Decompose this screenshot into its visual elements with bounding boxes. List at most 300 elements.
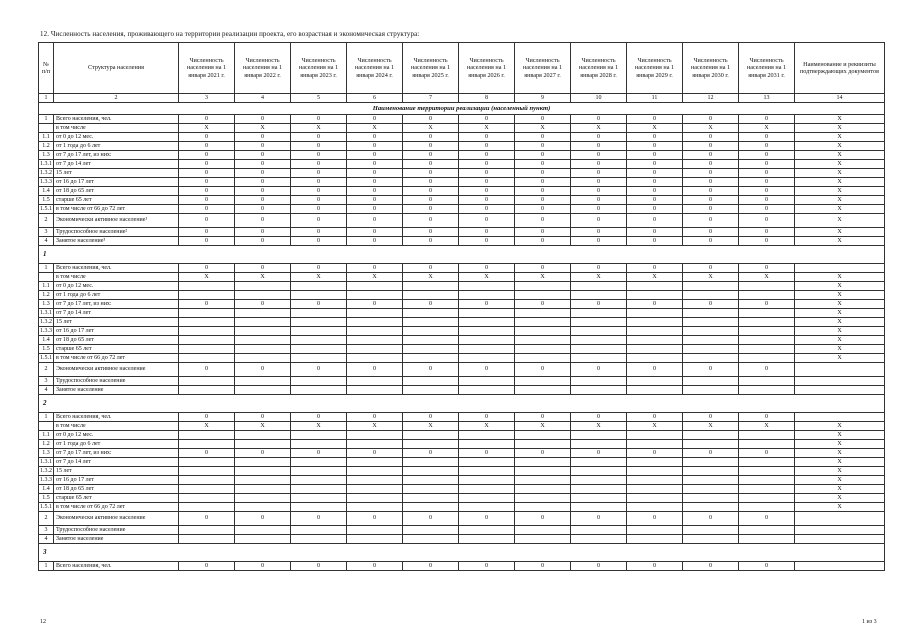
- table-cell: [179, 494, 235, 503]
- table-cell: [739, 377, 795, 386]
- table-cell: X: [291, 422, 347, 431]
- table-cell: 0: [739, 160, 795, 169]
- table-cell: [571, 327, 627, 336]
- row-label: от 18 до 65 лет: [54, 485, 179, 494]
- table-cell: X: [795, 318, 885, 327]
- table-cell: 0: [627, 196, 683, 205]
- column-index: 1: [39, 94, 54, 103]
- population-table: [38, 42, 885, 571]
- table-cell: [291, 485, 347, 494]
- column-header: Численность населения на 1 января 2029 г.: [627, 43, 683, 94]
- column-index: 10: [571, 94, 627, 103]
- table-cell: [347, 345, 403, 354]
- table-cell: [291, 476, 347, 485]
- table-row: [39, 196, 885, 205]
- table-cell: 0: [347, 512, 403, 526]
- table-cell: [515, 336, 571, 345]
- column-index: 13: [739, 94, 795, 103]
- table-cell: [515, 282, 571, 291]
- table-row: [39, 345, 885, 354]
- table-cell: 0: [739, 214, 795, 228]
- table-row: [39, 318, 885, 327]
- table-cell: X: [795, 449, 885, 458]
- table-cell: 0: [291, 300, 347, 309]
- table-cell: X: [179, 124, 235, 133]
- row-number: 3: [39, 526, 54, 535]
- table-cell: X: [795, 422, 885, 431]
- table-cell: [627, 494, 683, 503]
- table-cell: 0: [347, 133, 403, 142]
- table-cell: [627, 327, 683, 336]
- table-cell: 0: [571, 133, 627, 142]
- table-cell: [571, 309, 627, 318]
- table-cell: X: [627, 273, 683, 282]
- table-cell: 0: [459, 237, 515, 246]
- table-cell: [235, 354, 291, 363]
- table-cell: [179, 377, 235, 386]
- table-row: [39, 562, 885, 571]
- table-row: [39, 363, 885, 377]
- table-cell: [683, 327, 739, 336]
- table-cell: [627, 467, 683, 476]
- table-cell: 0: [403, 142, 459, 151]
- table-cell: 0: [403, 151, 459, 160]
- table-cell: [235, 327, 291, 336]
- table-cell: 0: [459, 512, 515, 526]
- table-cell: [515, 291, 571, 300]
- table-cell: 0: [291, 115, 347, 124]
- row-label: Всего населения, чел.: [54, 264, 179, 273]
- table-cell: [739, 318, 795, 327]
- table-cell: [515, 377, 571, 386]
- table-cell: X: [235, 273, 291, 282]
- table-cell: 0: [403, 160, 459, 169]
- table-cell: [683, 282, 739, 291]
- table-cell: 0: [683, 512, 739, 526]
- table-cell: X: [347, 124, 403, 133]
- table-cell: 0: [571, 562, 627, 571]
- table-cell: [683, 494, 739, 503]
- table-cell: [571, 458, 627, 467]
- table-cell: [627, 535, 683, 544]
- table-cell: 0: [739, 237, 795, 246]
- table-cell: 0: [291, 205, 347, 214]
- table-cell: 0: [235, 237, 291, 246]
- table-cell: 0: [403, 562, 459, 571]
- table-cell: [515, 354, 571, 363]
- table-cell: [627, 526, 683, 535]
- table-cell: [459, 318, 515, 327]
- table-cell: 0: [291, 178, 347, 187]
- table-cell: 0: [459, 205, 515, 214]
- table-cell: [571, 503, 627, 512]
- table-cell: [291, 354, 347, 363]
- table-row: [39, 377, 885, 386]
- table-cell: 0: [403, 363, 459, 377]
- table-cell: X: [795, 431, 885, 440]
- table-cell: 0: [515, 512, 571, 526]
- table-cell: [347, 476, 403, 485]
- table-cell: [571, 345, 627, 354]
- row-label: 15 лет: [54, 318, 179, 327]
- table-cell: [627, 386, 683, 395]
- row-label: от 16 до 17 лет: [54, 327, 179, 336]
- table-cell: 0: [515, 205, 571, 214]
- table-cell: [795, 562, 885, 571]
- table-cell: [683, 354, 739, 363]
- table-cell: 0: [235, 205, 291, 214]
- row-label: 15 лет: [54, 467, 179, 476]
- table-cell: 0: [179, 228, 235, 237]
- table-cell: X: [459, 124, 515, 133]
- table-cell: [571, 354, 627, 363]
- table-cell: [179, 458, 235, 467]
- table-cell: 0: [459, 449, 515, 458]
- row-label: в том числе: [54, 124, 179, 133]
- row-label: от 7 до 17 лет, из них:: [54, 449, 179, 458]
- table-cell: [683, 431, 739, 440]
- table-cell: [459, 282, 515, 291]
- row-number: 1.3.2: [40, 467, 52, 474]
- table-cell: 0: [571, 413, 627, 422]
- column-index-row: [39, 94, 885, 103]
- table-cell: [291, 526, 347, 535]
- column-index: 2: [54, 94, 179, 103]
- table-cell: 0: [683, 214, 739, 228]
- table-cell: 0: [291, 562, 347, 571]
- row-label: от 1 года до 6 лет: [54, 142, 179, 151]
- table-cell: 0: [571, 160, 627, 169]
- table-cell: 0: [515, 169, 571, 178]
- column-header: Численность населения на 1 января 2026 г.: [459, 43, 515, 94]
- table-cell: [683, 458, 739, 467]
- table-cell: 0: [459, 264, 515, 273]
- column-index: 7: [403, 94, 459, 103]
- table-cell: 0: [459, 133, 515, 142]
- table-cell: 0: [627, 512, 683, 526]
- table-cell: [795, 512, 885, 526]
- table-cell: [515, 440, 571, 449]
- table-row: [39, 336, 885, 345]
- row-number: 1.3: [39, 300, 54, 309]
- table-cell: 0: [179, 115, 235, 124]
- table-cell: [459, 440, 515, 449]
- table-cell: X: [795, 115, 885, 124]
- table-cell: 0: [347, 228, 403, 237]
- table-cell: X: [795, 228, 885, 237]
- table-cell: [683, 467, 739, 476]
- table-cell: [739, 386, 795, 395]
- territory-row: [39, 103, 885, 115]
- table-cell: 0: [179, 449, 235, 458]
- row-number: 1.5: [39, 196, 54, 205]
- table-cell: [403, 336, 459, 345]
- table-cell: [571, 291, 627, 300]
- table-cell: 0: [235, 133, 291, 142]
- table-cell: 0: [235, 187, 291, 196]
- table-cell: 0: [235, 115, 291, 124]
- row-label: старше 65 лет: [54, 494, 179, 503]
- table-cell: X: [347, 422, 403, 431]
- table-cell: 0: [459, 413, 515, 422]
- table-cell: 0: [571, 237, 627, 246]
- row-number: 1.3: [39, 151, 54, 160]
- page-count: 1 из 3: [862, 619, 877, 625]
- table-cell: [571, 318, 627, 327]
- table-cell: [179, 318, 235, 327]
- table-cell: [235, 309, 291, 318]
- table-cell: X: [459, 422, 515, 431]
- table-cell: 0: [179, 196, 235, 205]
- table-cell: 0: [459, 142, 515, 151]
- table-cell: 0: [179, 214, 235, 228]
- row-label: от 1 года до 6 лет: [54, 440, 179, 449]
- table-cell: [403, 291, 459, 300]
- row-number: 1.5: [39, 345, 54, 354]
- table-cell: 0: [739, 151, 795, 160]
- table-cell: X: [739, 273, 795, 282]
- table-cell: 0: [515, 562, 571, 571]
- table-cell: X: [459, 273, 515, 282]
- row-number: [39, 422, 54, 431]
- table-cell: 0: [179, 562, 235, 571]
- table-body: [39, 43, 885, 571]
- table-cell: [683, 309, 739, 318]
- table-row: [39, 535, 885, 544]
- table-cell: X: [795, 142, 885, 151]
- table-cell: 0: [347, 160, 403, 169]
- table-cell: X: [179, 422, 235, 431]
- table-cell: [179, 440, 235, 449]
- column-header: Численность населения на 1 января 2027 г.: [515, 43, 571, 94]
- table-cell: X: [347, 273, 403, 282]
- table-cell: [627, 440, 683, 449]
- table-cell: [459, 485, 515, 494]
- table-cell: [403, 431, 459, 440]
- table-cell: X: [515, 273, 571, 282]
- table-cell: [291, 467, 347, 476]
- table-cell: [403, 440, 459, 449]
- table-cell: 0: [571, 264, 627, 273]
- table-cell: [683, 503, 739, 512]
- table-cell: [403, 458, 459, 467]
- table-cell: 0: [683, 363, 739, 377]
- table-cell: 0: [179, 363, 235, 377]
- table-cell: X: [627, 124, 683, 133]
- table-cell: 0: [683, 133, 739, 142]
- table-cell: X: [739, 124, 795, 133]
- table-cell: [571, 440, 627, 449]
- table-cell: [515, 494, 571, 503]
- column-header: Структура населения: [54, 43, 179, 94]
- row-label: от 7 до 14 лет: [54, 160, 179, 169]
- table-cell: 0: [403, 449, 459, 458]
- table-cell: X: [795, 151, 885, 160]
- table-cell: [347, 526, 403, 535]
- table-cell: [459, 377, 515, 386]
- table-cell: [459, 386, 515, 395]
- row-label: старше 65 лет: [54, 196, 179, 205]
- row-number: 1: [39, 115, 54, 124]
- table-cell: 0: [739, 264, 795, 273]
- table-cell: 0: [459, 115, 515, 124]
- table-cell: [235, 476, 291, 485]
- table-cell: 0: [683, 449, 739, 458]
- table-cell: 0: [571, 512, 627, 526]
- table-cell: [515, 476, 571, 485]
- row-number: 1.1: [39, 133, 54, 142]
- table-cell: [627, 318, 683, 327]
- table-cell: 0: [235, 449, 291, 458]
- table-cell: 0: [571, 151, 627, 160]
- table-cell: 0: [515, 187, 571, 196]
- column-index: 4: [235, 94, 291, 103]
- table-cell: 0: [739, 363, 795, 377]
- table-cell: [515, 386, 571, 395]
- row-number: [39, 124, 54, 133]
- table-cell: [291, 282, 347, 291]
- table-cell: [739, 327, 795, 336]
- column-header: № п/п: [39, 43, 54, 94]
- table-cell: 0: [459, 160, 515, 169]
- table-cell: X: [515, 124, 571, 133]
- table-cell: 0: [403, 228, 459, 237]
- table-cell: [627, 354, 683, 363]
- row-label: Трудоспособное население: [54, 377, 179, 386]
- table-cell: [459, 327, 515, 336]
- table-cell: X: [795, 336, 885, 345]
- table-cell: 0: [347, 115, 403, 124]
- row-label: старше 65 лет: [54, 345, 179, 354]
- table-cell: 0: [459, 178, 515, 187]
- table-cell: [403, 503, 459, 512]
- row-label: от 0 до 12 мес.: [54, 282, 179, 291]
- table-cell: X: [515, 422, 571, 431]
- row-label: от 7 до 17 лет, из них:: [54, 151, 179, 160]
- table-cell: 0: [627, 214, 683, 228]
- table-cell: [291, 494, 347, 503]
- table-row: [39, 124, 885, 133]
- table-cell: X: [571, 422, 627, 431]
- row-label: Занятое население³: [54, 237, 179, 246]
- table-row: [39, 494, 885, 503]
- table-cell: 0: [291, 160, 347, 169]
- table-cell: [683, 526, 739, 535]
- table-cell: 0: [515, 228, 571, 237]
- table-cell: [179, 282, 235, 291]
- table-row: [39, 142, 885, 151]
- table-cell: 0: [739, 562, 795, 571]
- table-cell: 0: [459, 214, 515, 228]
- table-cell: 0: [571, 169, 627, 178]
- column-index: 5: [291, 94, 347, 103]
- table-cell: 0: [291, 196, 347, 205]
- table-cell: 0: [571, 449, 627, 458]
- table-cell: 0: [291, 169, 347, 178]
- table-cell: [683, 535, 739, 544]
- table-cell: [795, 386, 885, 395]
- table-cell: [739, 458, 795, 467]
- table-row: [39, 422, 885, 431]
- table-cell: [179, 309, 235, 318]
- row-number: 1.2: [39, 291, 54, 300]
- table-cell: X: [795, 440, 885, 449]
- table-cell: [739, 354, 795, 363]
- table-row: [39, 291, 885, 300]
- table-row: [39, 431, 885, 440]
- table-cell: [739, 291, 795, 300]
- table-cell: 0: [347, 363, 403, 377]
- row-number: 1.1: [39, 282, 54, 291]
- table-cell: 0: [347, 187, 403, 196]
- row-number: 4: [39, 237, 54, 246]
- table-cell: 0: [739, 300, 795, 309]
- table-cell: X: [795, 476, 885, 485]
- table-cell: [235, 291, 291, 300]
- table-cell: [571, 386, 627, 395]
- table-cell: 0: [627, 133, 683, 142]
- table-cell: [291, 318, 347, 327]
- table-cell: [459, 535, 515, 544]
- table-row: [39, 449, 885, 458]
- table-cell: [179, 431, 235, 440]
- row-label: от 0 до 12 мес.: [54, 431, 179, 440]
- table-cell: [795, 535, 885, 544]
- table-row: [39, 273, 885, 282]
- section-number: 3: [39, 544, 885, 562]
- row-label: в том числе от 66 до 72 лет: [54, 205, 179, 214]
- table-cell: X: [795, 300, 885, 309]
- table-cell: 0: [515, 160, 571, 169]
- column-header: Численность населения на 1 января 2024 г.: [347, 43, 403, 94]
- table-cell: [739, 440, 795, 449]
- table-cell: 0: [515, 133, 571, 142]
- table-cell: 0: [459, 562, 515, 571]
- row-number: 2: [39, 214, 54, 228]
- table-cell: [683, 377, 739, 386]
- table-cell: [571, 336, 627, 345]
- row-number: 1.3.3: [40, 476, 52, 483]
- table-cell: [235, 535, 291, 544]
- table-cell: X: [795, 282, 885, 291]
- section-number: 2: [39, 395, 885, 413]
- row-number: 1.3.3: [40, 327, 52, 334]
- row-label: от 7 до 14 лет: [54, 309, 179, 318]
- table-cell: [795, 264, 885, 273]
- table-cell: [179, 327, 235, 336]
- table-cell: [179, 354, 235, 363]
- table-cell: X: [571, 273, 627, 282]
- row-number: 1.4: [39, 485, 54, 494]
- table-cell: X: [795, 467, 885, 476]
- table-row: [39, 512, 885, 526]
- table-cell: [235, 345, 291, 354]
- table-cell: [683, 345, 739, 354]
- table-cell: [179, 336, 235, 345]
- table-row: [39, 169, 885, 178]
- table-cell: [403, 318, 459, 327]
- table-cell: [403, 386, 459, 395]
- table-cell: [291, 327, 347, 336]
- table-cell: [515, 458, 571, 467]
- table-cell: 0: [739, 178, 795, 187]
- table-cell: 0: [571, 205, 627, 214]
- table-cell: 0: [627, 160, 683, 169]
- column-index: 9: [515, 94, 571, 103]
- table-cell: 0: [179, 300, 235, 309]
- table-cell: 0: [347, 264, 403, 273]
- row-number: 1: [39, 413, 54, 422]
